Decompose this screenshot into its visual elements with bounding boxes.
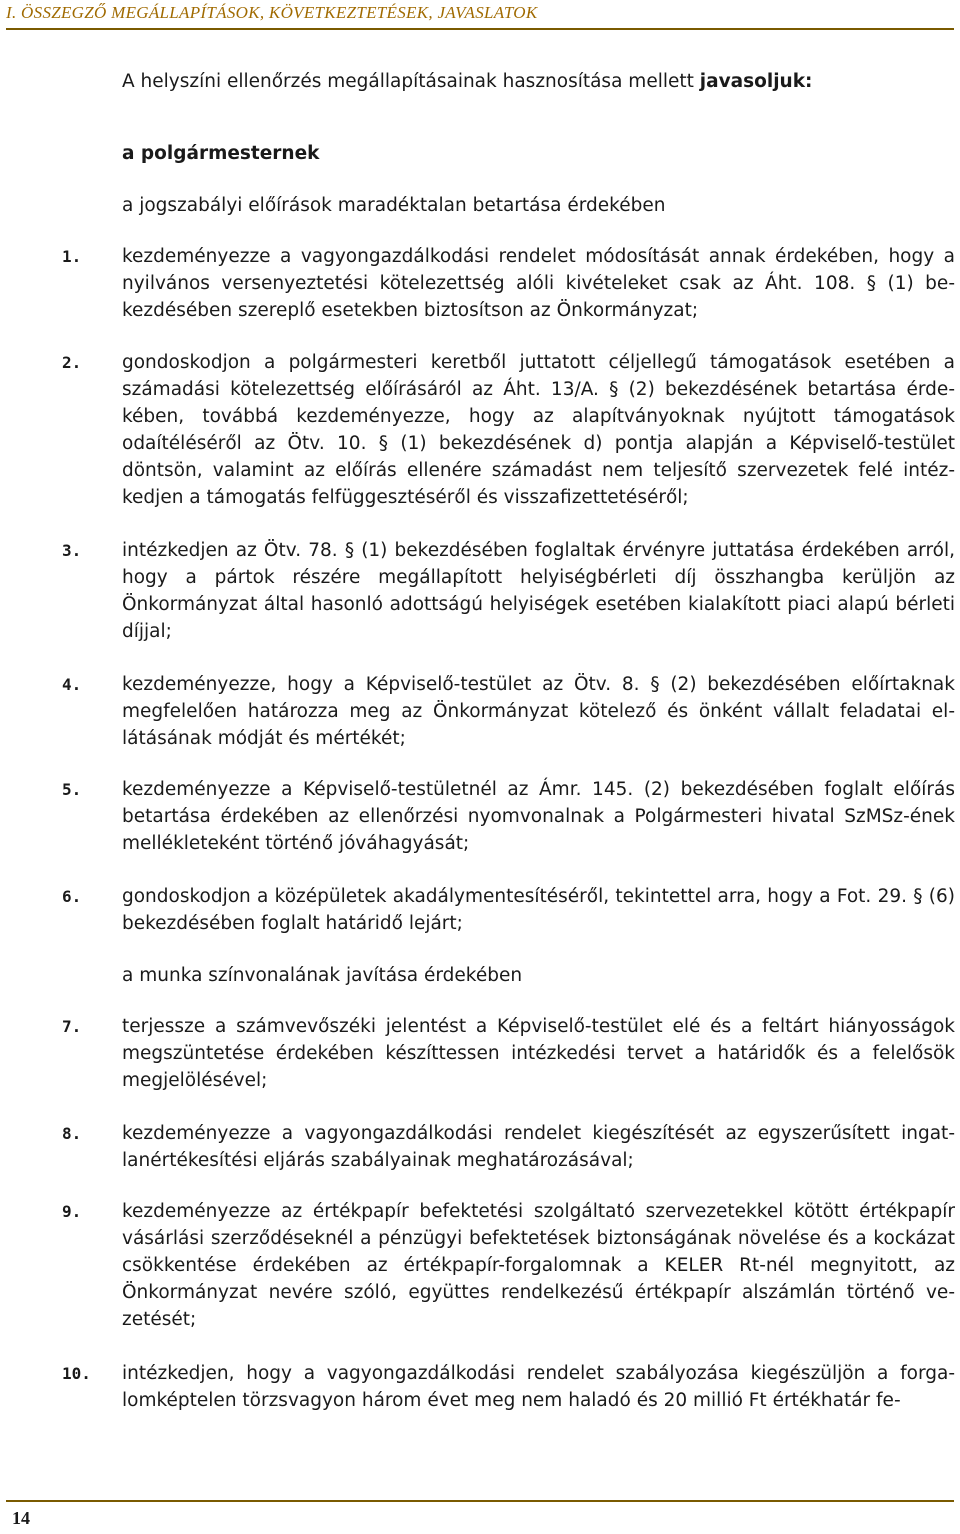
list-item bbox=[62, 776, 955, 857]
list-item-number: 1. bbox=[62, 247, 82, 266]
section-heading-quality: a munka színvonalának javítása érdekében bbox=[122, 965, 523, 986]
list-item bbox=[62, 243, 955, 324]
intro-paragraph bbox=[122, 70, 812, 94]
list-item-number: 4. bbox=[62, 675, 82, 694]
list-item-text: kezdeményezze a vagyongazdálkodási rendelet módosítását annak érdekében, hogy a nyilvános versenyeztetési kötelezettség alóli kivételeket csak az Áht. 108. § (1) bekezdésében szereplő esetekben biztosítson az Önkormányzat; bbox=[122, 246, 955, 321]
list-item-number: 10. bbox=[62, 1364, 91, 1383]
list-item bbox=[62, 883, 955, 937]
page-header bbox=[6, 2, 954, 30]
list-item-number: 5. bbox=[62, 780, 82, 799]
list-item-number: 7. bbox=[62, 1017, 82, 1036]
list-item-text: intézkedjen az Ötv. 78. § (1) bekezdésében foglaltak érvényre juttatása érdekében arról, hogy a pártok részére megállapított helyiségbérleti díj összhangba kerüljön az Önkormányzat által hasonló adottságú helyiségek esetében kialakított piaci alapú bérleti díjjal; bbox=[122, 540, 955, 642]
list-item bbox=[62, 1120, 955, 1174]
list-item-text: kezdeményezze az értékpapír befektetési szolgáltató szervezetekkel kötött értékpapír vásárlási szerződéseknél a pénzügyi befektetések biztonságának növelése és a kockázat csökkentése érdekében az értékpapír-forgalomnak a KELER Rt-nél megnyitott, az Önkormányzat nevére szóló, együttes rendelkezésű értékpapír alszámlán történő vezetését; bbox=[122, 1201, 955, 1330]
list-item-text: intézkedjen, hogy a vagyongazdálkodási rendelet szabályozása kiegészüljön a forgalomképtelen törzsvagyon három évet meg nem haladó és 20 millió Ft értékhatár fe- bbox=[122, 1363, 955, 1411]
section-title: I. ÖSSZEGZŐ MEGÁLLAPÍTÁSOK, KÖVETKEZTETÉSEK, JAVASLATOK bbox=[6, 3, 538, 22]
list-item-number: 2. bbox=[62, 353, 82, 372]
list-item-text: kezdeményezze, hogy a Képviselő-testület az Ötv. 8. § (2) bekezdésében előírtaknak megfelelően határozza meg az Önkormányzat kötelező és önként vállalt feladatai ellátásának módját és mértékét; bbox=[122, 674, 955, 749]
list-item-number: 6. bbox=[62, 887, 82, 906]
list-item-number: 9. bbox=[62, 1202, 82, 1221]
list-item-number: 3. bbox=[62, 541, 82, 560]
list-item-text: gondoskodjon a polgármesteri keretből juttatott céljellegű támogatások esetében a számadási kötelezettség előírásáról az Áht. 13/A. § (2) bekezdésének betartása érdekében, továbbá kezdeményezze, hogy az alapítványoknak nyújtott támogatások odaítéléséről az Ötv. 10. § (1) bekezdésének d) pontja alapján a Képviselő-testület döntsön, valamint az előírás ellenére számadást nem teljesítő szervezetek felé intézkedjen a támogatás felfüggesztéséről és visszafizettetéséről; bbox=[122, 352, 955, 508]
recipient-heading: a polgármesternek bbox=[122, 143, 320, 164]
list-item bbox=[62, 1198, 955, 1333]
page-number: 14 bbox=[12, 1508, 30, 1528]
list-item-text: kezdeményezze a Képviselő-testületnél az Ámr. 145. (2) bekezdésében foglalt előírás betartása érdekében az ellenőrzési nyomvonalnak a Polgármesteri hivatal SzMSz-ének mellékleteként történő jóváhagyását; bbox=[122, 779, 955, 854]
page-footer bbox=[6, 1500, 954, 1528]
list-item bbox=[62, 349, 955, 511]
section-heading-legal: a jogszabályi előírások maradéktalan betartása érdekében bbox=[122, 195, 666, 216]
intro-text: A helyszíni ellenőrzés megállapításainak hasznosítása mellett bbox=[122, 71, 694, 92]
list-item-number: 8. bbox=[62, 1124, 82, 1143]
intro-bold-text: javasoljuk: bbox=[699, 71, 813, 92]
list-item-text: gondoskodjon a középületek akadálymentesítéséről, tekintettel arra, hogy a Fot. 29. § (6) bekezdésében foglalt határidő lejárt; bbox=[122, 886, 955, 934]
list-item bbox=[62, 671, 955, 752]
list-item bbox=[62, 1360, 955, 1414]
list-item-text: terjessze a számvevőszéki jelentést a Képviselő-testület elé és a feltárt hiányosságok megszüntetése érdekében készíttessen intézkedési tervet a határidők és a felelősök megjelölésével; bbox=[122, 1016, 955, 1091]
list-item bbox=[62, 1013, 955, 1094]
list-item bbox=[62, 537, 955, 645]
list-item-text: kezdeményezze a vagyongazdálkodási rendelet kiegészítését az egyszerűsített ingatlanértékesítési eljárás szabályainak meghatározásával; bbox=[122, 1123, 955, 1171]
